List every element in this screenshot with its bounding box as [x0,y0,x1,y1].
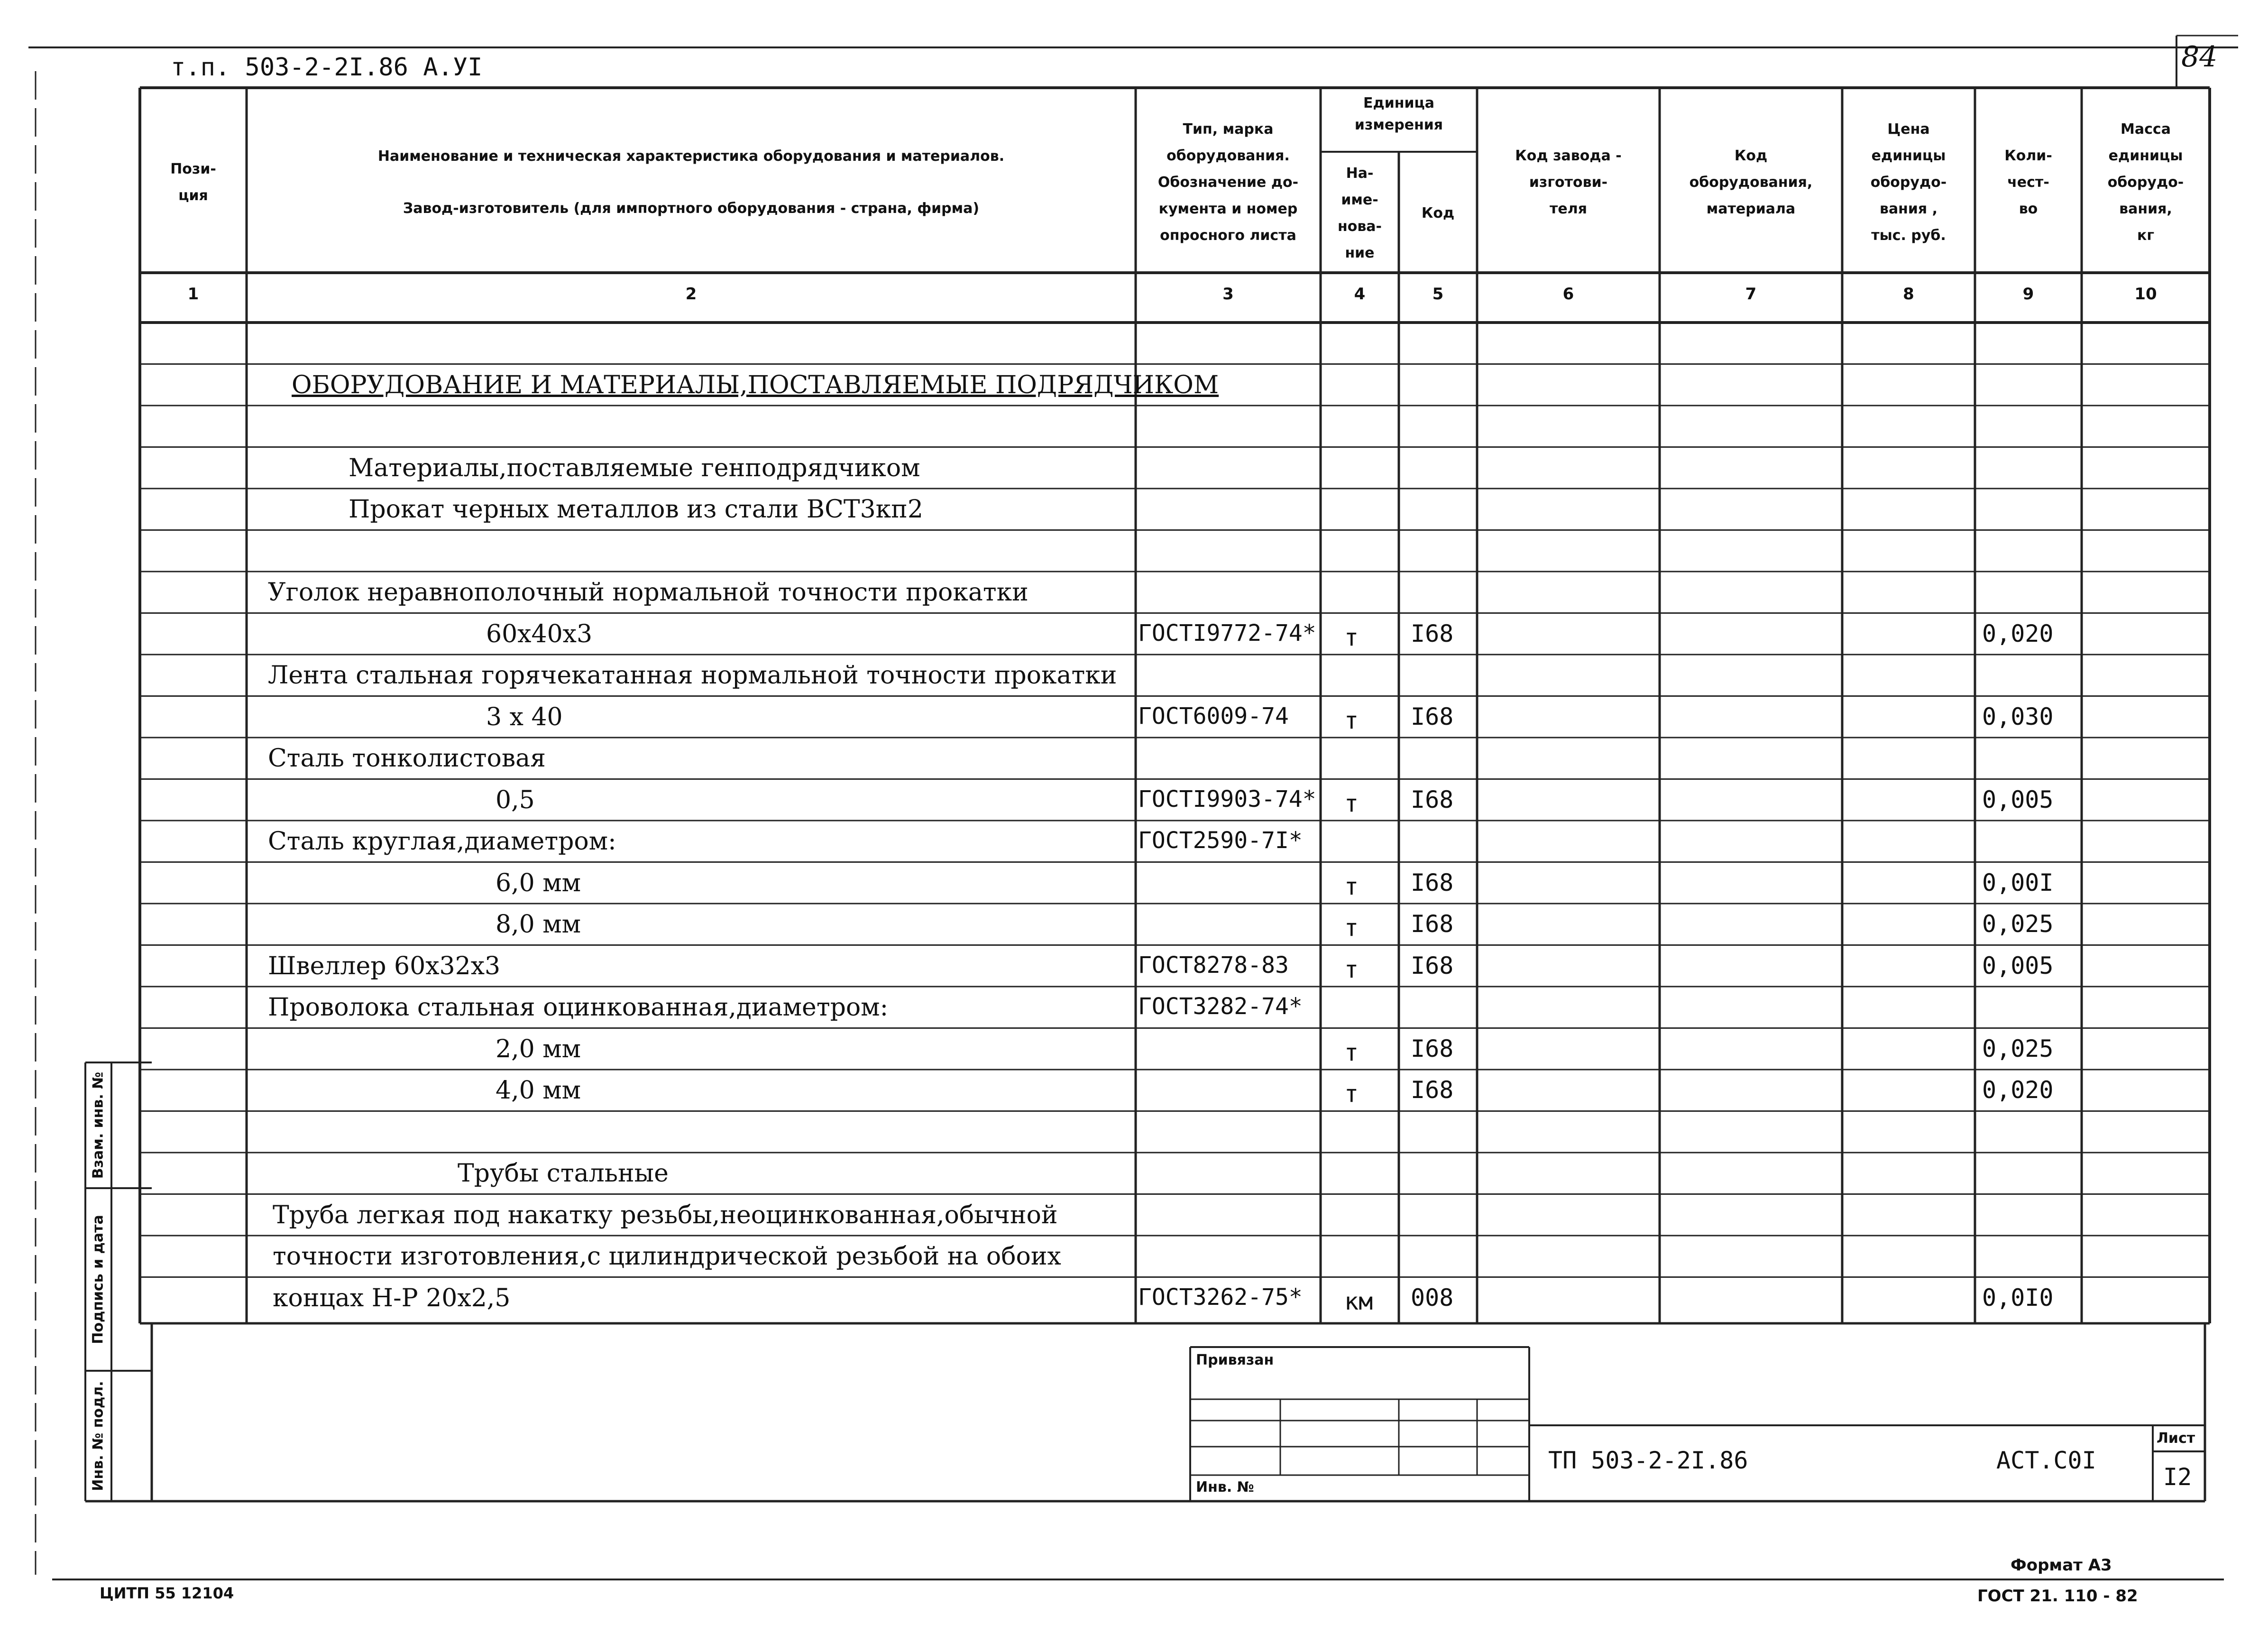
item-unit: т [1344,706,1359,734]
item-name: Труба легкая под накатку резьбы,неоцинкованная,обычной [273,1200,1058,1229]
item-name: Уголок неравнополочный нормальной точности прокатки [268,578,1028,607]
item-quantity: 0,020 [1982,1076,2054,1104]
table-row [0,530,2268,572]
column-header-3: Тип, марка оборудования. Обозначение до- кумента и номер опросного листа [1157,121,1299,244]
table-row [0,572,2268,613]
column-number-9: 9 [2022,285,2034,304]
item-name: 2,0 мм [496,1034,581,1063]
item-unit-code: I68 [1411,785,1454,813]
table-row [0,945,2268,987]
item-quantity: 0,0I0 [1982,1283,2054,1311]
item-unit-code: I68 [1411,1034,1454,1062]
table-row [0,904,2268,945]
item-unit: км [1344,1287,1373,1315]
column-header-4: На- име- нова- ние [1337,165,1382,261]
table-row [0,364,2268,406]
column-header-8: Цена единицы оборудо- вания , тыс. руб. [1870,121,1947,244]
table-row [0,1111,2268,1153]
page-corner-number: 84 [2181,40,2218,74]
table-row [0,1277,2268,1319]
table-row [0,1028,2268,1070]
item-standard: ГОСТI9772-74* [1138,619,1316,646]
item-unit-code: I68 [1411,702,1454,730]
item-standard: ГОСТ8278-83 [1138,951,1289,979]
table-row [0,738,2268,779]
item-quantity: 0,025 [1982,1034,2054,1062]
item-unit: т [1344,789,1359,817]
item-standard: ГОСТI9903-74* [1138,785,1316,812]
item-quantity: 0,025 [1982,910,2054,938]
item-name: 0,5 [496,785,535,814]
footer-left-code: ЦИТП 55 12104 [100,1584,234,1602]
item-quantity: 0,030 [1982,702,2054,730]
column-number-8: 8 [1903,285,1914,304]
item-quantity: 0,005 [1982,785,2054,813]
item-unit-code: I68 [1411,951,1454,979]
column-number-7: 7 [1745,285,1757,304]
table-row [0,406,2268,447]
item-standard: ГОСТ2590-7I* [1138,827,1303,854]
table-row [0,821,2268,862]
table-row [0,1236,2268,1277]
item-unit-code: I68 [1411,619,1454,647]
item-standard: ГОСТ3262-75* [1138,1283,1303,1311]
column-number-3: 3 [1222,285,1234,304]
item-standard: ГОСТ6009-74 [1138,702,1289,729]
item-name: 4,0 мм [496,1076,581,1105]
table-row [0,447,2268,489]
item-unit-code: I68 [1411,1076,1454,1104]
item-unit-code: 008 [1411,1283,1454,1311]
table-row [0,1153,2268,1194]
bound-label: Привязан [1196,1352,1274,1368]
column-number-1: 1 [187,285,199,304]
unit-group-header: Единица измерения [1354,95,1443,133]
column-header-2: Наименование и техническая характеристика оборудования и материалов. Завод-изготовитель (для импортного оборудования - страна, фирма) [377,148,1005,217]
item-quantity: 0,020 [1982,619,2054,647]
item-standard: ГОСТ3282-74* [1138,993,1303,1020]
item-quantity: 0,00I [1982,868,2054,896]
column-header-9: Коли- чест- во [2004,148,2052,217]
column-number-10: 10 [2134,285,2157,304]
item-unit-code: I68 [1411,868,1454,896]
item-name: 3 х 40 [486,702,563,731]
column-header-10: Масса единицы оборудо- вания, кг [2107,121,2184,244]
document-code: ТП 503-2-2I.86 [1548,1447,1748,1474]
inv-label: Инв. № [1196,1479,1254,1496]
column-header-7: Код оборудования, материала [1689,148,1813,217]
column-number-6: 6 [1562,285,1574,304]
sheet-label: Лист [2157,1430,2195,1447]
item-name: Швеллер 60х32х3 [268,951,501,980]
column-number-5: 5 [1432,285,1444,304]
table-row [0,696,2268,738]
column-number-2: 2 [685,285,697,304]
table-row [0,779,2268,821]
item-unit: т [1344,872,1359,900]
item-unit-code: I68 [1411,910,1454,938]
table-row [0,1070,2268,1111]
item-name: Материалы,поставляемые генподрядчиком [349,453,920,482]
item-name: Трубы стальные [458,1159,669,1188]
sheet-code: АСТ.С0I [1996,1447,2096,1474]
document-header-code: т.п. 503-2-2I.86 А.УI [171,53,483,82]
column-header-1: Пози- ция [170,161,216,204]
table-row [0,1194,2268,1236]
item-name: ОБОРУДОВАНИЕ И МАТЕРИАЛЫ,ПОСТАВЛЯЕМЫЕ ПОДРЯДЧИКОМ [292,370,1219,399]
table-row [0,987,2268,1028]
item-quantity: 0,005 [1982,951,2054,979]
item-name: Сталь круглая,диаметром: [268,827,616,856]
item-unit: т [1344,914,1359,942]
item-name: 60х40х3 [486,619,593,648]
item-unit: т [1344,1080,1359,1108]
table-row [0,489,2268,530]
item-name: концах Н-Р 20х2,5 [273,1283,511,1312]
item-unit: т [1344,955,1359,983]
table-row [0,862,2268,904]
table-row [0,655,2268,696]
item-name: 6,0 мм [496,868,581,897]
side-stamp-replacement-inv: Взам. инв. № [90,1071,107,1179]
item-name: Лента стальная горячекатанная нормальной точности прокатки [268,661,1117,690]
item-unit: т [1344,623,1359,651]
table-row [0,323,2268,364]
table-row [0,613,2268,655]
item-name: Сталь тонколистовая [268,744,546,773]
item-name: 8,0 мм [496,910,581,939]
sheet-number: I2 [2163,1463,2192,1491]
column-header-6: Код завода - изготови- теля [1515,148,1622,217]
column-number-4: 4 [1354,285,1366,304]
column-header-5: Код [1421,205,1455,222]
item-name: точности изготовления,с цилиндрической резьбой на обоих [273,1242,1061,1271]
item-name: Прокат черных металлов из стали ВСТ3кп2 [349,495,923,524]
side-stamp-original-inv: Инв. № подл. [90,1381,107,1491]
item-name: Проволока стальная оцинкованная,диаметром: [268,993,889,1022]
footer-format: Формат А3 [2011,1556,2112,1575]
item-unit: т [1344,1038,1359,1066]
footer-standard: ГОСТ 21. 110 - 82 [1977,1587,2138,1606]
side-stamp-signature-date: Подпись и дата [90,1215,107,1344]
